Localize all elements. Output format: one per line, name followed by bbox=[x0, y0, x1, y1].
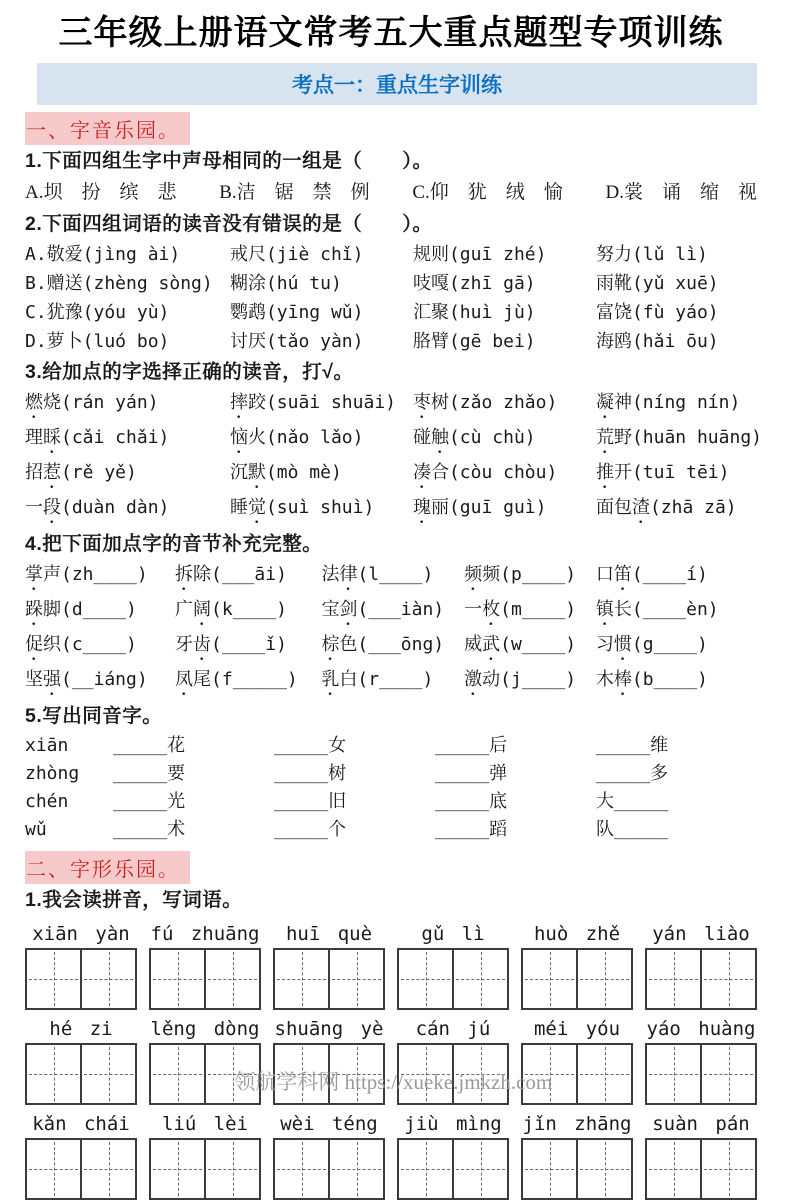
pinyin-word: yáo huàng bbox=[646, 1018, 756, 1040]
writing-grid-cell bbox=[452, 950, 507, 1008]
q5-blank-item: _____维 bbox=[596, 735, 669, 756]
writing-grid-cell bbox=[27, 1140, 80, 1198]
word-item: 胳臂(gē bei) bbox=[412, 331, 536, 352]
writing-grid bbox=[25, 1043, 137, 1105]
writing-grid bbox=[397, 948, 509, 1010]
writing-grid-cell bbox=[700, 1045, 755, 1103]
word-item: 激动(j____) bbox=[464, 669, 577, 690]
word-item: 汇聚(huì jù) bbox=[412, 302, 536, 323]
writing-grid-cell bbox=[151, 1140, 204, 1198]
pinyin-word: xiān yàn bbox=[32, 923, 130, 945]
pinyin-word: shuāng yè bbox=[274, 1018, 384, 1040]
q5-homophone-rows bbox=[25, 732, 757, 844]
word-item: 招惹(rě yě) bbox=[25, 462, 137, 483]
s2-q1-stem: 1.我会读拼音，写词语。 bbox=[25, 889, 243, 911]
word-item: 习惯(g____) bbox=[595, 634, 708, 655]
word-item: 威武(w____) bbox=[464, 634, 577, 655]
word-item: 棕色(___ōng) bbox=[321, 634, 445, 655]
pinyin-word: huī què bbox=[285, 923, 373, 945]
word-item: C.犹豫(yóu yù) bbox=[25, 302, 170, 323]
pinyin-word: gǔ lì bbox=[421, 923, 485, 945]
word-item: 凑合(còu chòu) bbox=[412, 462, 558, 483]
word-item: 海鸥(hǎi ōu) bbox=[595, 331, 719, 352]
word-item: 频频(p____) bbox=[464, 564, 577, 585]
word-item: D.萝卜(luó bo) bbox=[25, 331, 170, 352]
pinyin-row bbox=[25, 923, 757, 945]
word-item: 面包渣(zhā zā) bbox=[595, 497, 737, 518]
writing-grid bbox=[149, 948, 261, 1010]
word-item: 法律(l____) bbox=[321, 564, 434, 585]
writing-grid-cell bbox=[328, 1140, 383, 1198]
writing-grid bbox=[25, 1138, 137, 1200]
q5-pinyin-label: zhòng bbox=[25, 763, 80, 784]
q2-stem: 2.下面四组词语的读音没有错误的是（ ）。 bbox=[25, 213, 433, 235]
homophone-row bbox=[25, 732, 757, 760]
writing-grid bbox=[273, 948, 385, 1010]
word-item: 雨靴(yǔ xuē) bbox=[595, 273, 719, 294]
pinyin-word: huò zhě bbox=[533, 923, 621, 945]
pinyin-row bbox=[25, 1018, 757, 1040]
writing-grid-cell bbox=[399, 1140, 452, 1198]
writing-grid-cell bbox=[27, 950, 80, 1008]
word-item: 坚强(__iáng) bbox=[25, 669, 148, 690]
writing-grid-cell bbox=[275, 950, 328, 1008]
q5-blank-item: _____后 bbox=[435, 735, 508, 756]
word-item: 一段(duàn dàn) bbox=[25, 497, 170, 518]
word-item: 瑰丽(guī guì) bbox=[412, 497, 547, 518]
word-row bbox=[25, 630, 757, 665]
pinyin-word: kǎn chái bbox=[32, 1113, 130, 1135]
writing-grid-cell bbox=[576, 1140, 631, 1198]
q5-blank-item: _____个 bbox=[274, 819, 347, 840]
homophone-row bbox=[25, 816, 757, 844]
pinyin-writing-area bbox=[25, 923, 757, 1200]
word-item: 燃烧(rán yán) bbox=[25, 392, 159, 413]
word-item: 口笛(____í) bbox=[595, 564, 708, 585]
pinyin-word: hé zi bbox=[49, 1018, 113, 1040]
word-item: 努力(lǔ lì) bbox=[595, 244, 708, 265]
homophone-row bbox=[25, 788, 757, 816]
writing-grid-cell bbox=[523, 1140, 576, 1198]
section1-heading-row bbox=[25, 112, 757, 145]
section1-heading: 一、字音乐园。 bbox=[25, 112, 190, 145]
writing-grid-cell bbox=[576, 1045, 631, 1103]
word-item: 碰触(cù chù) bbox=[412, 427, 536, 448]
word-row bbox=[25, 388, 757, 423]
word-item: 富饶(fù yáo) bbox=[595, 302, 719, 323]
pinyin-word: jǐn zhāng bbox=[522, 1113, 632, 1135]
q3-stem: 3.给加点的字选择正确的读音，打√。 bbox=[25, 361, 354, 383]
word-item: 推开(tuī tēi) bbox=[595, 462, 730, 483]
word-item: 促织(c____) bbox=[25, 634, 137, 655]
word-row bbox=[25, 595, 757, 630]
word-row bbox=[25, 493, 757, 528]
writing-grid-cell bbox=[647, 950, 700, 1008]
pinyin-word: fú zhuāng bbox=[150, 923, 260, 945]
q5-blank-item: _____底 bbox=[435, 791, 508, 812]
word-item: 拆除(___āi) bbox=[175, 564, 287, 585]
pinyin-word: jiù mìng bbox=[404, 1113, 502, 1135]
option-item: B.洁 锯 禁 例 bbox=[219, 182, 370, 203]
q5-blank-item: _____蹈 bbox=[435, 819, 508, 840]
word-item: 恼火(nǎo lǎo) bbox=[229, 427, 364, 448]
topic-banner: 考点一：重点生字训练 bbox=[37, 63, 757, 105]
writing-grid-cell bbox=[204, 950, 259, 1008]
writing-grid-cell bbox=[647, 1045, 700, 1103]
word-item: 戒尺(jiè chǐ) bbox=[229, 244, 364, 265]
word-item: 讨厌(tǎo yàn) bbox=[229, 331, 364, 352]
word-item: 沉默(mò mè) bbox=[229, 462, 342, 483]
pinyin-row bbox=[25, 1113, 757, 1135]
q2-word-rows bbox=[25, 240, 757, 356]
writing-grid bbox=[645, 1138, 757, 1200]
writing-grid bbox=[645, 948, 757, 1010]
word-row bbox=[25, 298, 757, 327]
section2-heading-row bbox=[25, 851, 757, 884]
word-row bbox=[25, 327, 757, 356]
writing-grid bbox=[149, 1138, 261, 1200]
pinyin-word: lěng dòng bbox=[150, 1018, 260, 1040]
writing-grid-cell bbox=[700, 950, 755, 1008]
word-row bbox=[25, 423, 762, 458]
q5-blank-item: _____树 bbox=[274, 763, 347, 784]
pinyin-word: liú lèi bbox=[161, 1113, 249, 1135]
word-item: 摔跤(suāi shuāi) bbox=[229, 392, 396, 413]
word-item: 荒野(huān huāng) bbox=[595, 427, 762, 448]
writing-grid bbox=[273, 1138, 385, 1200]
word-item: 跺脚(d____) bbox=[25, 599, 137, 620]
writing-grid-cell bbox=[523, 950, 576, 1008]
word-item: 牙齿(____ǐ) bbox=[175, 634, 287, 655]
writing-grid-cell bbox=[27, 1045, 80, 1103]
homophone-row bbox=[25, 760, 757, 788]
word-item: 理睬(cǎi chǎi) bbox=[25, 427, 170, 448]
word-item: 凤尾(f_____) bbox=[175, 669, 298, 690]
writing-grid bbox=[521, 1138, 633, 1200]
q5-stem: 5.写出同音字。 bbox=[25, 705, 163, 727]
word-row bbox=[25, 240, 757, 269]
q3-word-rows bbox=[25, 388, 762, 528]
pinyin-word: yán liào bbox=[652, 923, 750, 945]
q1-options-row bbox=[25, 177, 757, 208]
page-title: 三年级上册语文常考五大重点题型专项训练 bbox=[58, 14, 724, 52]
q5-blank-item: 队_____ bbox=[596, 819, 669, 840]
word-item: 规则(guī zhé) bbox=[412, 244, 547, 265]
writing-grid-cell bbox=[576, 950, 631, 1008]
pinyin-word: méi yóu bbox=[533, 1018, 621, 1040]
writing-grid-cell bbox=[647, 1140, 700, 1198]
word-item: 镇长(____èn) bbox=[595, 599, 719, 620]
q5-blank-item: _____旧 bbox=[274, 791, 347, 812]
q5-pinyin-label: chén bbox=[25, 791, 69, 812]
section2-heading: 二、字形乐园。 bbox=[25, 851, 190, 884]
q5-blank-item: _____多 bbox=[596, 763, 669, 784]
writing-grid-row bbox=[25, 948, 757, 1010]
word-item: 凝神(níng nín) bbox=[595, 392, 741, 413]
word-item: 睡觉(suì shuì) bbox=[229, 497, 375, 518]
word-item: 宝剑(___iàn) bbox=[321, 599, 445, 620]
writing-grid-cell bbox=[151, 950, 204, 1008]
word-item: 糊涂(hú tu) bbox=[229, 273, 342, 294]
writing-grid-row bbox=[25, 1138, 757, 1200]
q5-pinyin-label: wǔ bbox=[25, 819, 47, 840]
writing-grid bbox=[645, 1043, 757, 1105]
q5-blank-item: _____光 bbox=[113, 791, 186, 812]
q5-blank-item: _____花 bbox=[113, 735, 186, 756]
option-item: C.仰 犹 绒 愉 bbox=[412, 182, 563, 203]
writing-grid-cell bbox=[80, 950, 135, 1008]
q1-stem: 1.下面四组生字中声母相同的一组是（ ）。 bbox=[25, 150, 433, 172]
writing-grid-cell bbox=[80, 1045, 135, 1103]
writing-grid-cell bbox=[275, 1140, 328, 1198]
q4-stem: 4.把下面加点字的音节补充完整。 bbox=[25, 533, 323, 555]
word-item: 乳白(r____) bbox=[321, 669, 434, 690]
writing-grid bbox=[521, 948, 633, 1010]
word-item: 鹦鹉(yīng wǔ) bbox=[229, 302, 364, 323]
word-row bbox=[25, 665, 757, 700]
writing-grid-cell bbox=[80, 1140, 135, 1198]
pinyin-word: suàn pán bbox=[652, 1113, 750, 1135]
writing-grid-cell bbox=[204, 1140, 259, 1198]
word-row bbox=[25, 458, 757, 493]
word-item: 掌声(zh____) bbox=[25, 564, 148, 585]
writing-grid-cell bbox=[399, 950, 452, 1008]
option-item: D.裳 诵 缩 视 bbox=[605, 182, 757, 203]
word-item: A.敬爱(jìng ài) bbox=[25, 244, 181, 265]
word-item: B.赠送(zhèng sòng) bbox=[25, 273, 213, 294]
pinyin-word: wèi téng bbox=[280, 1113, 378, 1135]
writing-grid bbox=[397, 1138, 509, 1200]
pinyin-word: cán jú bbox=[415, 1018, 491, 1040]
word-row bbox=[25, 269, 757, 298]
q5-blank-item: _____术 bbox=[113, 819, 186, 840]
word-item: 吱嘎(zhī gā) bbox=[412, 273, 536, 294]
word-row bbox=[25, 560, 757, 595]
option-item: A.坝 扮 缤 悲 bbox=[25, 182, 177, 203]
writing-grid-cell bbox=[452, 1140, 507, 1198]
q5-blank-item: _____女 bbox=[274, 735, 347, 756]
q5-blank-item: 大_____ bbox=[596, 791, 669, 812]
q5-blank-item: _____要 bbox=[113, 763, 186, 784]
writing-grid-cell bbox=[151, 1045, 204, 1103]
word-item: 广阔(k____) bbox=[175, 599, 287, 620]
word-item: 木棒(b____) bbox=[595, 669, 708, 690]
q4-word-rows bbox=[25, 560, 757, 700]
watermark: 领航学科网 https://xueke.jmkzh.com bbox=[234, 1070, 553, 1094]
word-item: 枣树(zǎo zhǎo) bbox=[412, 392, 558, 413]
writing-grid-cell bbox=[328, 950, 383, 1008]
q5-blank-item: _____弹 bbox=[435, 763, 508, 784]
q5-pinyin-label: xiān bbox=[25, 735, 69, 756]
word-item: 一枚(m____) bbox=[464, 599, 577, 620]
writing-grid bbox=[25, 948, 137, 1010]
writing-grid-cell bbox=[700, 1140, 755, 1198]
